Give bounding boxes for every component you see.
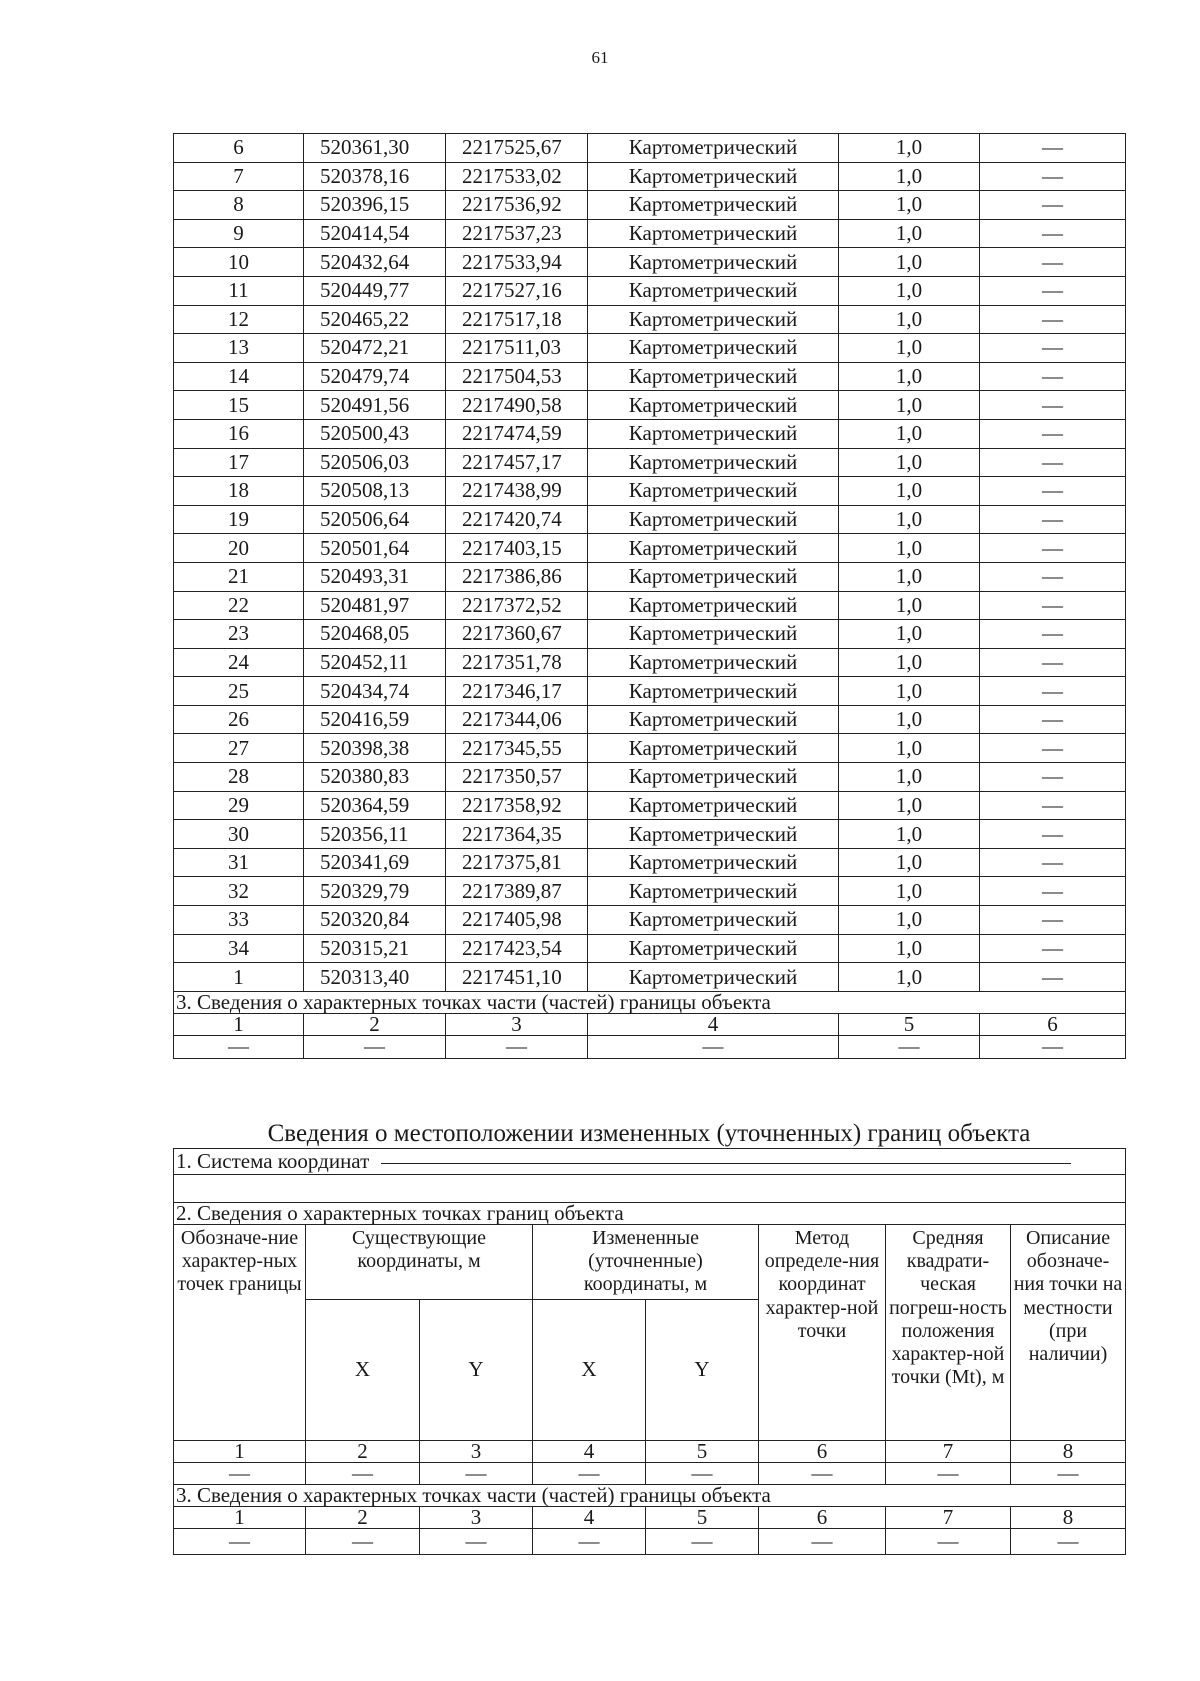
coord-x-cell: 520320,84 bbox=[304, 906, 446, 935]
section3-title: 3. Сведения о характерных точках части (частей) границы объекта bbox=[174, 991, 1126, 1013]
coord-x-cell: 520508,13 bbox=[304, 477, 446, 506]
point-number-cell: 1 bbox=[174, 963, 304, 992]
coord-x-cell: 520493,31 bbox=[304, 562, 446, 591]
accuracy-cell: 1,0 bbox=[839, 334, 980, 363]
table-row bbox=[174, 334, 1126, 363]
coord-y-cell: 2217389,87 bbox=[446, 877, 588, 906]
column-number-cell: 8 bbox=[1011, 1440, 1126, 1462]
description-cell: — bbox=[980, 677, 1126, 706]
coord-x-cell: 520416,59 bbox=[304, 705, 446, 734]
table-row bbox=[174, 963, 1126, 992]
accuracy-cell: 1,0 bbox=[839, 276, 980, 305]
description-cell: — bbox=[980, 219, 1126, 248]
description-cell: — bbox=[980, 848, 1126, 877]
section3-column-number-row bbox=[174, 1013, 1126, 1035]
table-row bbox=[174, 562, 1126, 591]
coord-x-cell: 520500,43 bbox=[304, 419, 446, 448]
method-cell: Картометрический bbox=[588, 877, 839, 906]
coord-x-cell: 520378,16 bbox=[304, 162, 446, 191]
header-changed-y: Y bbox=[646, 1299, 759, 1440]
coord-y-cell: 2217360,67 bbox=[446, 620, 588, 649]
table-row bbox=[174, 763, 1126, 792]
accuracy-cell: 1,0 bbox=[839, 362, 980, 391]
table-row bbox=[174, 877, 1126, 906]
table-row bbox=[174, 162, 1126, 191]
point-number-cell: 20 bbox=[174, 534, 304, 563]
accuracy-cell: 1,0 bbox=[839, 162, 980, 191]
point-number-cell: 32 bbox=[174, 877, 304, 906]
coord-y-cell: 2217403,15 bbox=[446, 534, 588, 563]
coord-y-cell: 2217504,53 bbox=[446, 362, 588, 391]
point-number-cell: 10 bbox=[174, 248, 304, 277]
changed-boundaries-title: Сведения о местоположении измененных (уточненных) границ объекта bbox=[267, 1120, 1031, 1147]
coord-y-cell: 2217533,94 bbox=[446, 248, 588, 277]
dash-cell: — bbox=[533, 1462, 646, 1484]
accuracy-cell: 1,0 bbox=[839, 620, 980, 649]
dash-cell: — bbox=[174, 1528, 306, 1554]
table-row bbox=[174, 534, 1126, 563]
dash-cell: — bbox=[420, 1462, 533, 1484]
table-row bbox=[174, 448, 1126, 477]
column-number-cell: 7 bbox=[886, 1506, 1011, 1528]
column-number-cell: 7 bbox=[886, 1440, 1011, 1462]
coord-y-cell: 2217451,10 bbox=[446, 963, 588, 992]
description-cell: — bbox=[980, 362, 1126, 391]
method-cell: Картометрический bbox=[588, 620, 839, 649]
table-row bbox=[174, 391, 1126, 420]
table-row bbox=[174, 677, 1126, 706]
accuracy-cell: 1,0 bbox=[839, 877, 980, 906]
dash-cell: — bbox=[174, 1035, 304, 1058]
table-row bbox=[174, 705, 1126, 734]
method-cell: Картометрический bbox=[588, 734, 839, 763]
point-number-cell: 13 bbox=[174, 334, 304, 363]
point-number-cell: 33 bbox=[174, 906, 304, 935]
coord-x-cell: 520414,54 bbox=[304, 219, 446, 248]
description-cell: — bbox=[980, 162, 1126, 191]
description-cell: — bbox=[980, 620, 1126, 649]
column-number-cell: 5 bbox=[646, 1440, 759, 1462]
description-cell: — bbox=[980, 763, 1126, 792]
dash-cell: — bbox=[306, 1462, 420, 1484]
coord-y-cell: 2217375,81 bbox=[446, 848, 588, 877]
method-cell: Картометрический bbox=[588, 820, 839, 849]
coord-y-cell: 2217405,98 bbox=[446, 906, 588, 935]
accuracy-cell: 1,0 bbox=[839, 477, 980, 506]
accuracy-cell: 1,0 bbox=[839, 648, 980, 677]
coord-x-cell: 520491,56 bbox=[304, 391, 446, 420]
coord-x-cell: 520452,11 bbox=[304, 648, 446, 677]
accuracy-cell: 1,0 bbox=[839, 705, 980, 734]
coord-system-label: 1. Система координат bbox=[176, 1149, 370, 1173]
dash-cell: — bbox=[306, 1528, 420, 1554]
method-cell: Картометрический bbox=[588, 305, 839, 334]
description-cell: — bbox=[980, 191, 1126, 220]
coord-x-cell: 520434,74 bbox=[304, 677, 446, 706]
method-cell: Картометрический bbox=[588, 677, 839, 706]
coord-y-cell: 2217490,58 bbox=[446, 391, 588, 420]
description-cell: — bbox=[980, 820, 1126, 849]
description-cell: — bbox=[980, 906, 1126, 935]
point-number-cell: 16 bbox=[174, 419, 304, 448]
column-number-cell: 2 bbox=[306, 1506, 420, 1528]
accuracy-cell: 1,0 bbox=[839, 677, 980, 706]
method-cell: Картометрический bbox=[588, 963, 839, 992]
description-cell: — bbox=[980, 448, 1126, 477]
point-number-cell: 6 bbox=[174, 134, 304, 163]
dash-cell: — bbox=[1011, 1462, 1126, 1484]
point-number-cell: 34 bbox=[174, 934, 304, 963]
method-cell: Картометрический bbox=[588, 534, 839, 563]
description-cell: — bbox=[980, 276, 1126, 305]
coord-y-cell: 2217351,78 bbox=[446, 648, 588, 677]
dash-cell: — bbox=[759, 1462, 886, 1484]
coord-y-cell: 2217346,17 bbox=[446, 677, 588, 706]
point-number-cell: 23 bbox=[174, 620, 304, 649]
dash-cell: — bbox=[446, 1035, 588, 1058]
method-cell: Картометрический bbox=[588, 648, 839, 677]
coord-x-cell: 520329,79 bbox=[304, 877, 446, 906]
page-number: 61 bbox=[591, 48, 609, 67]
table-row bbox=[174, 305, 1126, 334]
column-number-cell: 2 bbox=[306, 1440, 420, 1462]
dash-row bbox=[174, 1462, 1126, 1484]
table-row bbox=[174, 219, 1126, 248]
changed-boundaries-table bbox=[173, 1148, 1126, 1555]
dash-cell: — bbox=[1011, 1528, 1126, 1554]
accuracy-cell: 1,0 bbox=[839, 448, 980, 477]
coord-x-cell: 520479,74 bbox=[304, 362, 446, 391]
description-cell: — bbox=[980, 505, 1126, 534]
accuracy-cell: 1,0 bbox=[839, 219, 980, 248]
coord-y-cell: 2217364,35 bbox=[446, 820, 588, 849]
accuracy-cell: 1,0 bbox=[839, 791, 980, 820]
table-row bbox=[174, 419, 1126, 448]
description-cell: — bbox=[980, 248, 1126, 277]
description-cell: — bbox=[980, 419, 1126, 448]
method-cell: Картометрический bbox=[588, 562, 839, 591]
coord-y-cell: 2217344,06 bbox=[446, 705, 588, 734]
column-number-cell: 4 bbox=[533, 1440, 646, 1462]
table-row bbox=[174, 276, 1126, 305]
accuracy-cell: 1,0 bbox=[839, 505, 980, 534]
point-number-cell: 31 bbox=[174, 848, 304, 877]
coord-x-cell: 520398,38 bbox=[304, 734, 446, 763]
coord-x-cell: 520506,03 bbox=[304, 448, 446, 477]
coord-y-cell: 2217372,52 bbox=[446, 591, 588, 620]
section3-title: 3. Сведения о характерных точках части (частей) границы объекта bbox=[174, 1484, 1126, 1506]
method-cell: Картометрический bbox=[588, 191, 839, 220]
accuracy-cell: 1,0 bbox=[839, 906, 980, 935]
coord-y-cell: 2217350,57 bbox=[446, 763, 588, 792]
method-cell: Картометрический bbox=[588, 162, 839, 191]
table-row bbox=[174, 848, 1126, 877]
table-row bbox=[174, 248, 1126, 277]
header-method: Метод определе-ния координат характер-ной точки bbox=[759, 1225, 886, 1441]
accuracy-cell: 1,0 bbox=[839, 848, 980, 877]
accuracy-cell: 1,0 bbox=[839, 391, 980, 420]
point-number-cell: 28 bbox=[174, 763, 304, 792]
point-number-cell: 29 bbox=[174, 791, 304, 820]
section3-column-number-row bbox=[174, 1506, 1126, 1528]
column-number-cell: 4 bbox=[588, 1013, 839, 1035]
column-number-cell: 6 bbox=[759, 1440, 886, 1462]
coord-x-cell: 520449,77 bbox=[304, 276, 446, 305]
coord-x-cell: 520341,69 bbox=[304, 848, 446, 877]
dash-cell: — bbox=[646, 1528, 759, 1554]
point-number-cell: 18 bbox=[174, 477, 304, 506]
dash-cell: — bbox=[886, 1462, 1011, 1484]
table-row bbox=[174, 191, 1126, 220]
description-cell: — bbox=[980, 591, 1126, 620]
coord-x-cell: 520315,21 bbox=[304, 934, 446, 963]
point-number-cell: 15 bbox=[174, 391, 304, 420]
table-row bbox=[174, 477, 1126, 506]
coord-system-blank-line bbox=[381, 1162, 1071, 1164]
description-cell: — bbox=[980, 534, 1126, 563]
section3-dash-row bbox=[174, 1035, 1126, 1058]
coord-x-cell: 520356,11 bbox=[304, 820, 446, 849]
point-number-cell: 7 bbox=[174, 162, 304, 191]
point-number-cell: 11 bbox=[174, 276, 304, 305]
description-cell: — bbox=[980, 791, 1126, 820]
boundary-points-table bbox=[173, 133, 1126, 1059]
table-row bbox=[174, 934, 1126, 963]
header-accuracy: Средняя квадрати-ческая погреш-ность положения характер-ной точки (Mt), м bbox=[886, 1225, 1011, 1441]
table-row bbox=[174, 906, 1126, 935]
coord-y-cell: 2217474,59 bbox=[446, 419, 588, 448]
description-cell: — bbox=[980, 734, 1126, 763]
description-cell: — bbox=[980, 877, 1126, 906]
column-number-cell: 8 bbox=[1011, 1506, 1126, 1528]
accuracy-cell: 1,0 bbox=[839, 134, 980, 163]
dash-cell: — bbox=[304, 1035, 446, 1058]
header-existing-y: Y bbox=[420, 1299, 533, 1440]
description-cell: — bbox=[980, 562, 1126, 591]
coord-y-cell: 2217525,67 bbox=[446, 134, 588, 163]
method-cell: Картометрический bbox=[588, 334, 839, 363]
coord-x-cell: 520468,05 bbox=[304, 620, 446, 649]
table-row bbox=[174, 791, 1126, 820]
column-number-cell: 2 bbox=[304, 1013, 446, 1035]
description-cell: — bbox=[980, 648, 1126, 677]
coord-y-cell: 2217457,17 bbox=[446, 448, 588, 477]
accuracy-cell: 1,0 bbox=[839, 248, 980, 277]
table-row bbox=[174, 362, 1126, 391]
method-cell: Картометрический bbox=[588, 934, 839, 963]
description-cell: — bbox=[980, 305, 1126, 334]
coord-system-row bbox=[174, 1149, 1126, 1175]
table-row bbox=[174, 820, 1126, 849]
coord-x-cell: 520380,83 bbox=[304, 763, 446, 792]
column-number-cell: 1 bbox=[174, 1013, 304, 1035]
coord-y-cell: 2217423,54 bbox=[446, 934, 588, 963]
method-cell: Картометрический bbox=[588, 763, 839, 792]
coord-y-cell: 2217536,92 bbox=[446, 191, 588, 220]
accuracy-cell: 1,0 bbox=[839, 534, 980, 563]
point-number-cell: 30 bbox=[174, 820, 304, 849]
dash-cell: — bbox=[759, 1528, 886, 1554]
point-number-cell: 21 bbox=[174, 562, 304, 591]
point-number-cell: 27 bbox=[174, 734, 304, 763]
header-changed-x: X bbox=[533, 1299, 646, 1440]
table-row bbox=[174, 591, 1126, 620]
coord-x-cell: 520481,97 bbox=[304, 591, 446, 620]
coord-y-cell: 2217533,02 bbox=[446, 162, 588, 191]
header-changed-coords: Измененные (уточненные) координаты, м bbox=[533, 1225, 759, 1300]
column-number-row bbox=[174, 1440, 1126, 1462]
point-number-cell: 12 bbox=[174, 305, 304, 334]
coord-x-cell: 520465,22 bbox=[304, 305, 446, 334]
header-description: Описание обозначе-ния точки на местности (при наличии) bbox=[1011, 1225, 1126, 1441]
coord-y-cell: 2217420,74 bbox=[446, 505, 588, 534]
column-number-cell: 1 bbox=[174, 1440, 306, 1462]
dash-cell: — bbox=[420, 1528, 533, 1554]
method-cell: Картометрический bbox=[588, 419, 839, 448]
point-number-cell: 14 bbox=[174, 362, 304, 391]
description-cell: — bbox=[980, 705, 1126, 734]
table-row bbox=[174, 505, 1126, 534]
coord-y-cell: 2217537,23 bbox=[446, 219, 588, 248]
method-cell: Картометрический bbox=[588, 505, 839, 534]
table-row bbox=[174, 648, 1126, 677]
method-cell: Картометрический bbox=[588, 362, 839, 391]
accuracy-cell: 1,0 bbox=[839, 419, 980, 448]
description-cell: — bbox=[980, 334, 1126, 363]
column-number-cell: 3 bbox=[446, 1013, 588, 1035]
method-cell: Картометрический bbox=[588, 705, 839, 734]
point-number-cell: 8 bbox=[174, 191, 304, 220]
coord-x-cell: 520432,64 bbox=[304, 248, 446, 277]
column-number-cell: 6 bbox=[980, 1013, 1126, 1035]
dash-cell: — bbox=[533, 1528, 646, 1554]
point-number-cell: 24 bbox=[174, 648, 304, 677]
section3-dash-row bbox=[174, 1528, 1126, 1554]
point-number-cell: 25 bbox=[174, 677, 304, 706]
coord-x-cell: 520313,40 bbox=[304, 963, 446, 992]
point-number-cell: 22 bbox=[174, 591, 304, 620]
method-cell: Картометрический bbox=[588, 448, 839, 477]
dash-cell: — bbox=[839, 1035, 980, 1058]
coord-x-cell: 520501,64 bbox=[304, 534, 446, 563]
accuracy-cell: 1,0 bbox=[839, 562, 980, 591]
accuracy-cell: 1,0 bbox=[839, 591, 980, 620]
coord-y-cell: 2217386,86 bbox=[446, 562, 588, 591]
accuracy-cell: 1,0 bbox=[839, 305, 980, 334]
coord-y-cell: 2217527,16 bbox=[446, 276, 588, 305]
coord-x-cell: 520396,15 bbox=[304, 191, 446, 220]
header-point-designation: Обозначе-ние характер-ных точек границы bbox=[174, 1225, 306, 1441]
column-number-cell: 5 bbox=[646, 1506, 759, 1528]
description-cell: — bbox=[980, 134, 1126, 163]
method-cell: Картометрический bbox=[588, 391, 839, 420]
method-cell: Картометрический bbox=[588, 477, 839, 506]
header-existing-x: X bbox=[306, 1299, 420, 1440]
accuracy-cell: 1,0 bbox=[839, 820, 980, 849]
method-cell: Картометрический bbox=[588, 219, 839, 248]
accuracy-cell: 1,0 bbox=[839, 191, 980, 220]
point-number-cell: 19 bbox=[174, 505, 304, 534]
accuracy-cell: 1,0 bbox=[839, 963, 980, 992]
blank-row bbox=[174, 1175, 1126, 1203]
table-row bbox=[174, 734, 1126, 763]
description-cell: — bbox=[980, 477, 1126, 506]
point-number-cell: 26 bbox=[174, 705, 304, 734]
description-cell: — bbox=[980, 391, 1126, 420]
table-row bbox=[174, 134, 1126, 163]
column-number-cell: 1 bbox=[174, 1506, 306, 1528]
coord-x-cell: 520506,64 bbox=[304, 505, 446, 534]
section2-title: 2. Сведения о характерных точках границ объекта bbox=[174, 1203, 1126, 1225]
coord-y-cell: 2217511,03 bbox=[446, 334, 588, 363]
accuracy-cell: 1,0 bbox=[839, 763, 980, 792]
method-cell: Картометрический bbox=[588, 848, 839, 877]
coord-y-cell: 2217438,99 bbox=[446, 477, 588, 506]
accuracy-cell: 1,0 bbox=[839, 934, 980, 963]
method-cell: Картометрический bbox=[588, 134, 839, 163]
header-existing-coords: Существующие координаты, м bbox=[306, 1225, 533, 1300]
method-cell: Картометрический bbox=[588, 248, 839, 277]
description-cell: — bbox=[980, 963, 1126, 992]
method-cell: Картометрический bbox=[588, 906, 839, 935]
accuracy-cell: 1,0 bbox=[839, 734, 980, 763]
coord-x-cell: 520472,21 bbox=[304, 334, 446, 363]
coord-x-cell: 520361,30 bbox=[304, 134, 446, 163]
coord-y-cell: 2217517,18 bbox=[446, 305, 588, 334]
dash-cell: — bbox=[886, 1528, 1011, 1554]
description-cell: — bbox=[980, 934, 1126, 963]
dash-cell: — bbox=[980, 1035, 1126, 1058]
dash-cell: — bbox=[174, 1462, 306, 1484]
point-number-cell: 9 bbox=[174, 219, 304, 248]
coord-x-cell: 520364,59 bbox=[304, 791, 446, 820]
column-number-cell: 3 bbox=[420, 1440, 533, 1462]
column-number-cell: 6 bbox=[759, 1506, 886, 1528]
coord-y-cell: 2217345,55 bbox=[446, 734, 588, 763]
column-number-cell: 3 bbox=[420, 1506, 533, 1528]
method-cell: Картометрический bbox=[588, 276, 839, 305]
method-cell: Картометрический bbox=[588, 591, 839, 620]
column-number-cell: 4 bbox=[533, 1506, 646, 1528]
table-row bbox=[174, 620, 1126, 649]
method-cell: Картометрический bbox=[588, 791, 839, 820]
dash-cell: — bbox=[588, 1035, 839, 1058]
dash-cell: — bbox=[646, 1462, 759, 1484]
coord-y-cell: 2217358,92 bbox=[446, 791, 588, 820]
point-number-cell: 17 bbox=[174, 448, 304, 477]
column-number-cell: 5 bbox=[839, 1013, 980, 1035]
